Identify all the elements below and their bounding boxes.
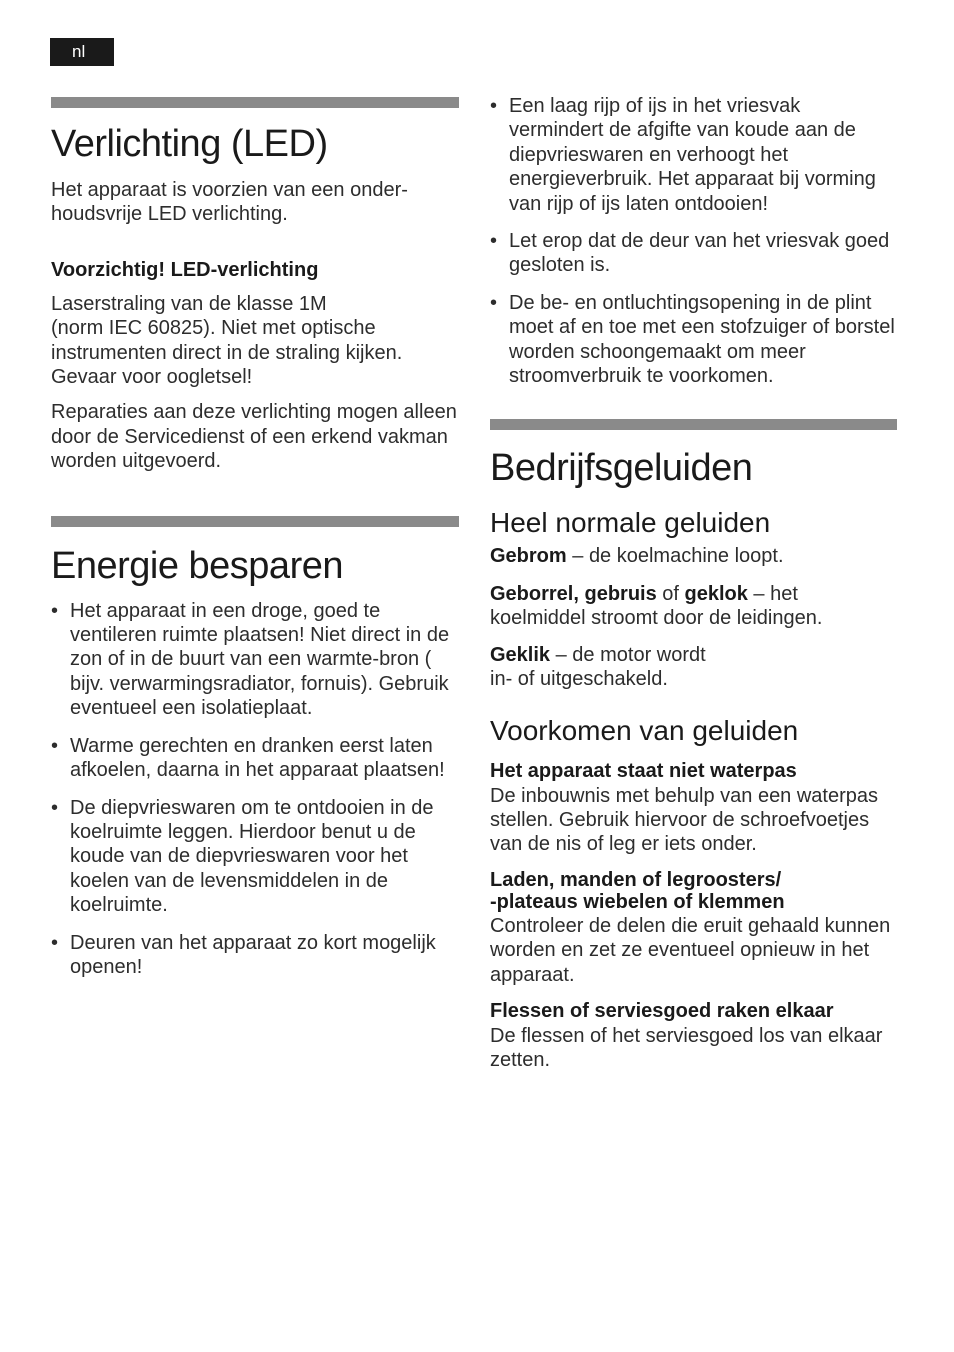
- prevent-item-heading: Het apparaat staat niet waterpas: [490, 759, 797, 782]
- noise-term: Gebrom: [490, 545, 567, 568]
- prevent-item-text: De inbouwnis met behulp van een waterpas stellen. Gebruik hiervoor de schroefvoetjes van de nis of leg er iets onder.: [490, 784, 879, 856]
- normal-noise-heading: Heel normale geluiden: [490, 507, 771, 539]
- list-item: • Deuren van het apparaat zo kort mogelijk openen!: [51, 931, 459, 980]
- list-item: • Een laag rijp of ijs in het vriesvak vermindert de afgifte van koude aan de diepvrieswaren en verhoogt het energieverbruik. Het apparaat bij vorming van rijp of ijs laten ontdooien!: [490, 94, 897, 216]
- language-tab: nl: [50, 38, 114, 66]
- led-intro: Het apparaat is voorzien van een onder- houdsvrije LED verlichting.: [51, 179, 408, 226]
- noise-separator: –: [550, 643, 573, 666]
- led-warning-heading: Voorzichtig! LED-verlichting: [51, 258, 319, 281]
- prevent-noise-heading: Voorkomen van geluiden: [490, 714, 799, 746]
- prevent-item-text: De flessen of het serviesgoed los van elkaar zetten.: [490, 1024, 883, 1072]
- list-item: • De diepvrieswaren om te ontdooien in de koelruimte leggen. Hierdoor benut u de koude van de diepvrieswaren voor het koelen van de levensmiddelen in de koelruimte.: [51, 796, 459, 918]
- section-rule: [51, 516, 459, 527]
- noise-text: het koelmiddel stroomt door de leidingen.: [490, 582, 823, 630]
- list-item: • De be- en ontluchtingsopening in de plint moet af en toe met een stofzuiger of borstel worden schoongemaakt om meer stroomverbruik te voorkomen.: [490, 291, 897, 389]
- noise-term: geklok: [684, 582, 748, 605]
- section-rule: [51, 97, 459, 108]
- noise-text: de motor wordt in- of uitgeschakeld.: [490, 643, 706, 691]
- noise-item: [490, 643, 897, 692]
- noise-separator: –: [566, 545, 589, 568]
- led-warning-text: Laserstraling van de klasse 1M (norm IEC 60825). Niet met optische instrumenten direct in de straling kijken. Gevaar voor oogletsel!: [51, 292, 403, 389]
- energy-list-continued: [490, 94, 897, 388]
- list-item: • Let erop dat de deur van het vriesvak goed gesloten is.: [490, 229, 897, 278]
- noise-title: Bedrijfsgeluiden: [490, 447, 753, 490]
- energy-title: Energie besparen: [51, 544, 343, 587]
- list-item: • Het apparaat in een droge, goed te ventileren ruimte plaatsen! Niet direct in de zon of in de buurt van een warmte-bron ( bijv. verwarmingsradiator, fornuis). Gebruik eventueel een isolatieplaat.: [51, 599, 459, 721]
- noise-term: Geborrel, gebruis: [490, 582, 657, 605]
- noise-text: de koelmachine loopt.: [588, 545, 784, 568]
- noise-separator: –: [747, 582, 771, 605]
- prevent-item-text: Controleer de delen die eruit gehaald kunnen worden en zet ze eventueel opnieuw in het apparaat.: [490, 914, 891, 986]
- section-rule: [490, 419, 897, 430]
- energy-list: [51, 599, 459, 980]
- list-item: • Warme gerechten en dranken eerst laten afkoelen, daarna in het apparaat plaatsen!: [51, 734, 459, 783]
- left-column: [51, 0, 459, 992]
- prevent-item-heading: Flessen of serviesgoed raken elkaar: [490, 999, 834, 1022]
- right-column: [490, 0, 897, 1073]
- led-title: Verlichting (LED): [51, 123, 328, 165]
- led-repair-text: Reparaties aan deze verlichting mogen alleen door de Servicedienst of een erkend vakman worden uitgevoerd.: [51, 401, 457, 473]
- noise-term: Geklik: [490, 643, 551, 666]
- prevent-item-heading: Laden, manden of legroosters/ -plateaus wiebelen of klemmen: [490, 868, 785, 913]
- noise-item: [490, 582, 897, 631]
- noise-item: [490, 544, 897, 568]
- noise-connector: of: [656, 582, 685, 605]
